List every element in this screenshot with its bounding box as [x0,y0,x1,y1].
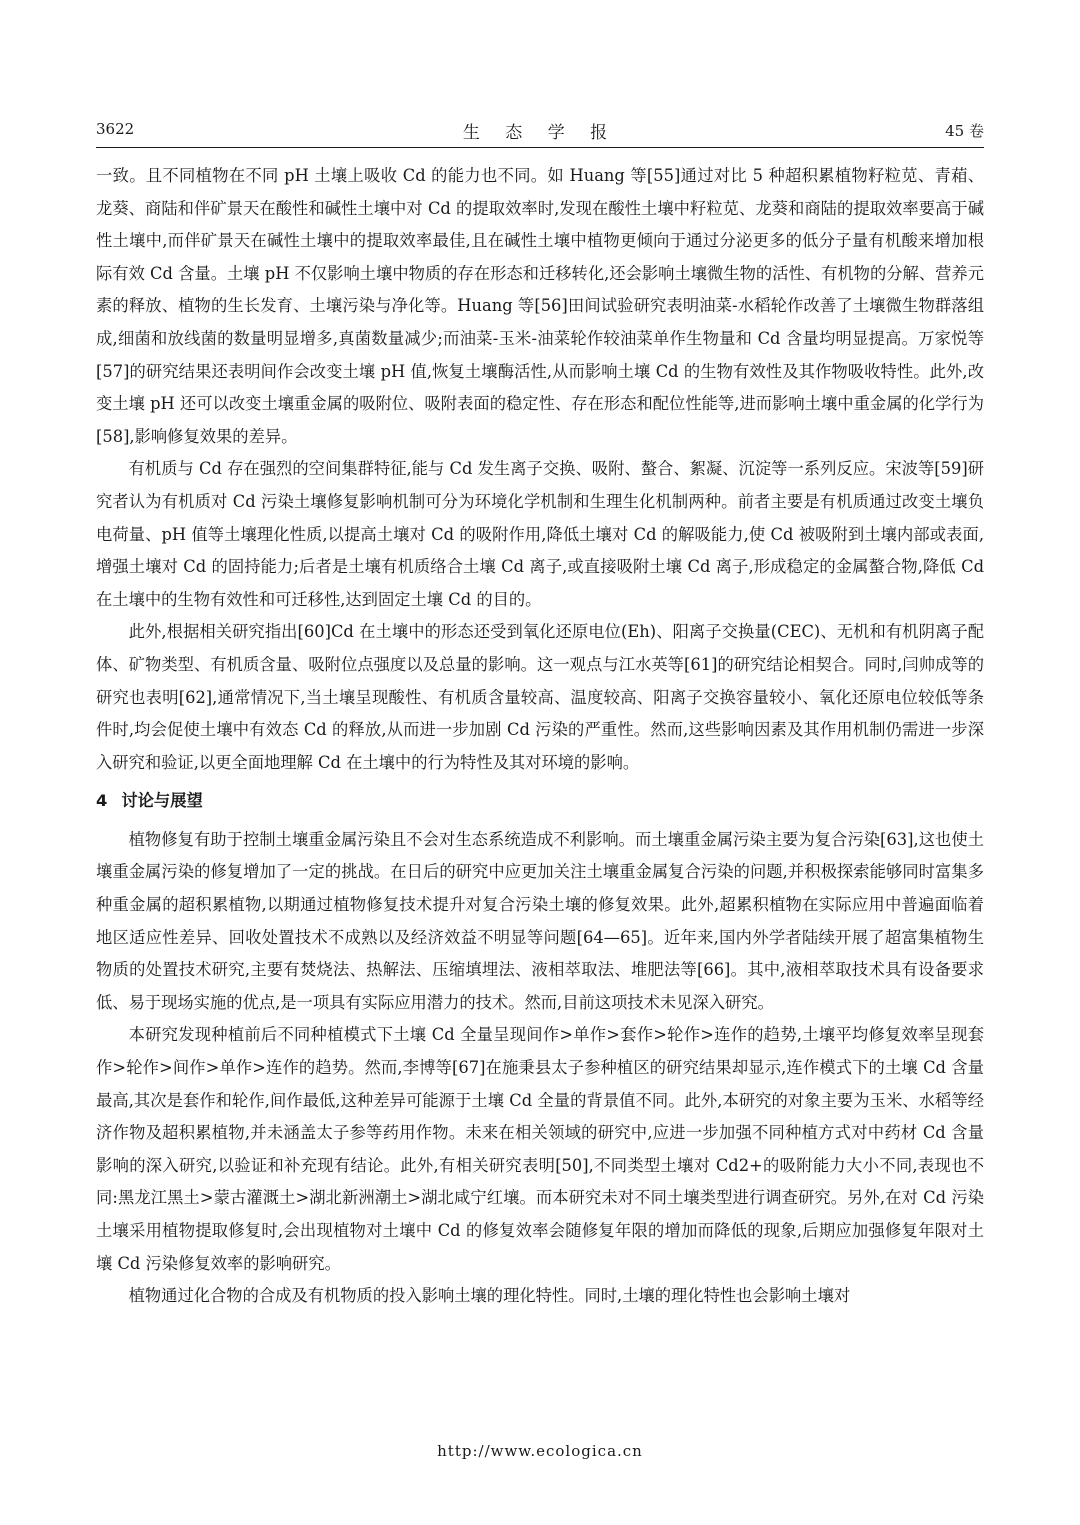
paragraph-phytoremediation: 植物修复有助于控制土壤重金属污染且不会对生态系统造成不利影响。而土壤重金属污染主要为复合污染[63],这也使土壤重金属污染的修复增加了一定的挑战。在日后的研究中应更加关注土壤重金属复合污染的问题,并积极探索能够同时富集多种重金属的超积累植物,以期通过植物修复技术提升对复合污染土壤的修复效果。此外,超累积植物在实际应用中普遍面临着地区适应性差异、回收处置技术不成熟以及经济效益不明显等问题[64—65]。近年来,国内外学者陆续开展了超富集植物生物质的处置技术研究,主要有焚烧法、热解法、压缩填埋法、液相萃取法、堆肥法等[66]。其中,液相萃取技术具有设备要求低、易于现场实施的优点,是一项具有实际应用潜力的技术。然而,目前这项技术未见深入研究。 [96,829,984,1012]
paragraph-soil-properties: 植物通过化合物的合成及有机物质的投入影响土壤的理化特性。同时,土壤的理化特性也会影响土壤对 [128,1286,851,1306]
article-body [96,160,984,1313]
section-heading [96,785,984,818]
paragraph-organic-matter: 有机质与 Cd 存在强烈的空间集群特征,能与 Cd 发生离子交换、吸附、螯合、絮凝、沉淀等一系列反应。宋波等[59]研究者认为有机质对 Cd 污染土壤修复影响机制可分为环境化学机制和生理生化机制两种。前者主要是有机质通过改变土壤负电荷量、pH 值等土壤理化性质,以提高土壤对 Cd 的吸附作用,降低土壤对 Cd 的解吸能力,使 Cd 被吸附到土壤内部或表面,增强土壤对 Cd 的固持能力;后者是土壤有机质络合土壤 Cd 离子,或直接吸附土壤 Cd 离子,形成稳定的金属螯合物,降低 Cd 在土壤中的生物有效性和可迁移性,达到固定土壤 Cd 的目的。 [96,459,984,609]
page-number: 3622 [96,120,135,138]
section-title: 讨论与展望 [121,791,203,811]
journal-title: 生 态 学 报 [462,123,618,143]
paragraph-planting-modes: 本研究发现种植前后不同种植模式下土壤 Cd 全量呈现间作>单作>套作>轮作>连作的趋势,土壤平均修复效率呈现套作>轮作>间作>单作>连作的趋势。然而,李博等[67]在施秉县太子参种植区的研究结果却显示,连作模式下的土壤 Cd 含量最高,其次是套作和轮作,间作最低,这种差异可能源于土壤 Cd 全量的背景值不同。此外,本研究的对象主要为玉米、水稻等经济作物及超积累植物,并未涵盖太子参等药用作物。未来在相关领域的研究中,应进一步加强不同种植方式对中药材 Cd 含量影响的深入研究,以验证和补充现有结论。此外,有相关研究表明[50],不同类型土壤对 Cd2+的吸附能力大小不同,表现也不同:黑龙江黑土>蒙古灌溉土>湖北新洲潮土>湖北咸宁红壤。而本研究未对不同土壤类型进行调查研究。另外,在对 Cd 污染土壤采用植物提取修复时,会出现植物对土壤中 Cd 的修复效率会随修复年限的增加而降低的现象,后期应加强修复年限对土壤 Cd 污染修复效率的影响研究。 [96,1025,984,1273]
paragraph-continued: 一致。且不同植物在不同 pH 土壤上吸收 Cd 的能力也不同。如 Huang 等[55]通过对比 5 种超积累植物籽粒苋、青葙、龙葵、商陆和伴矿景天在酸性和碱性土壤中对 Cd 的提取效率时,发现在酸性土壤中籽粒苋、龙葵和商陆的提取效率要高于碱性土壤中,而伴矿景天在碱性土壤中的提取效率最佳,且在碱性土壤中植物更倾向于通过分泌更多的低分子量有机酸来增加根际有效 Cd 含量。土壤 pH 不仅影响土壤中物质的存在形态和迁移转化,还会影响土壤微生物的活性、有机物的分解、营养元素的释放、植物的生长发育、土壤污染与净化等。Huang 等[56]田间试验研究表明油菜-水稻轮作改善了土壤微生物群落组成,细菌和放线菌的数量明显增多,真菌数量减少;而油菜-玉米-油菜轮作较油菜单作生物量和 Cd 含量均明显提高。万家悦等[57]的研究结果还表明间作会改变土壤 pH 值,恢复土壤酶活性,从而影响土壤 Cd 的生物有效性及其作物吸收特性。此外,改变土壤 pH 还可以改变土壤重金属的吸附位、吸附表面的稳定性、存在形态和配位性能等,进而影响土壤中重金属的化学行为[58],影响修复效果的差异。 [96,166,984,446]
paragraph-cd-forms: 此外,根据相关研究指出[60]Cd 在土壤中的形态还受到氧化还原电位(Eh)、阳离子交换量(CEC)、无机和有机阴离子配体、矿物类型、有机质含量、吸附位点强度以及总量的影响。这一观点与江水英等[61]的研究结论相契合。同时,闫帅成等的研究也表明[62],通常情况下,当土壤呈现酸性、有机质含量较高、温度较高、阳离子交换容量较小、氧化还原电位较低等条件时,均会促使土壤中有效态 Cd 的释放,从而进一步加剧 Cd 污染的严重性。然而,这些影响因素及其作用机制仍需进一步深入研究和验证,以更全面地理解 Cd 在土壤中的行为特性及其对环境的影响。 [96,622,984,772]
footer-url: http://www.ecologica.cn [437,1442,643,1460]
header-rule [96,147,984,148]
volume-label: 45 卷 [945,122,984,140]
running-header [96,118,984,142]
section-number: 4 [96,791,108,811]
